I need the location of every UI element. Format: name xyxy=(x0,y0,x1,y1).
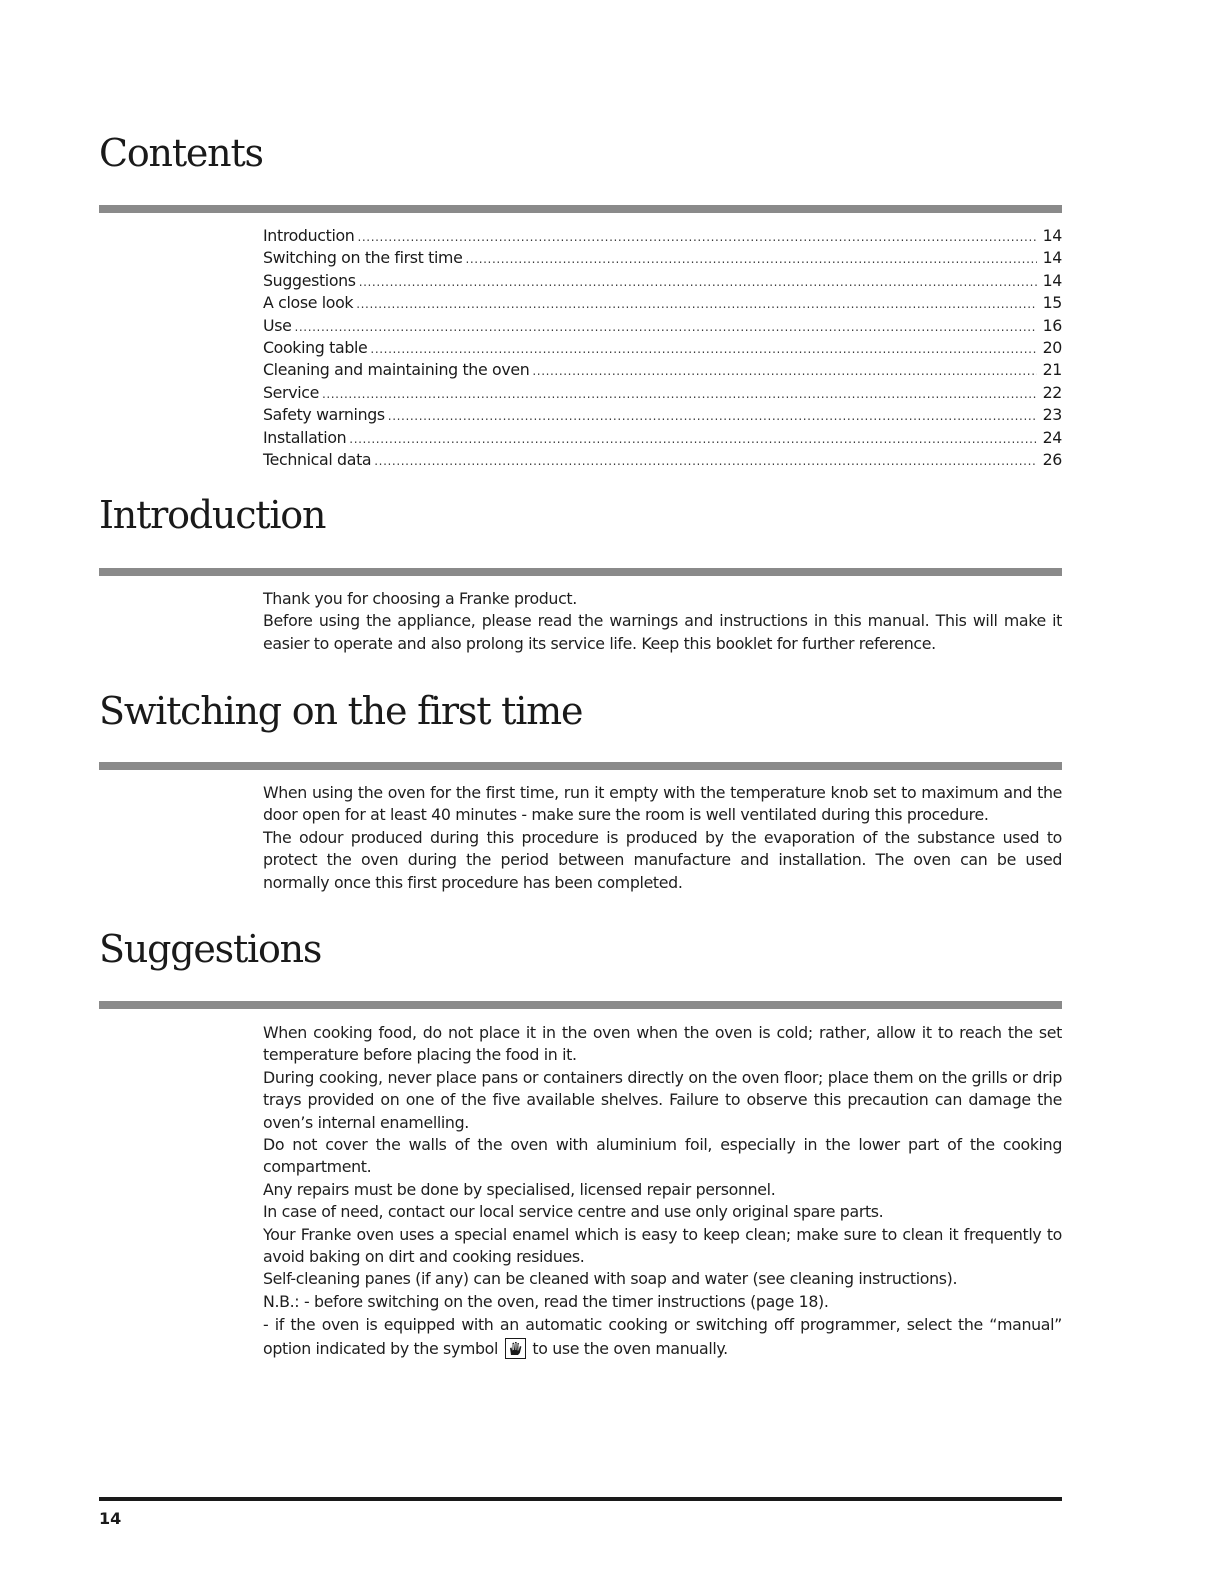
contents-section xyxy=(99,130,1062,469)
toc-row[interactable] xyxy=(263,427,1062,449)
toc-row[interactable] xyxy=(263,292,1062,314)
first-time-heading: Switching on the first time xyxy=(99,689,583,733)
toc-row[interactable] xyxy=(263,315,1062,337)
toc-leader xyxy=(294,316,1037,338)
toc-label: Cleaning and maintaining the oven xyxy=(263,360,530,380)
manual-hand-icon xyxy=(505,1338,526,1359)
toc-row[interactable] xyxy=(263,270,1062,292)
toc-leader xyxy=(465,248,1037,270)
toc-page: 14 xyxy=(1042,226,1062,245)
paragraph: When using the oven for the first time, run it empty with the temperature knob set to maximum and the door open for at least 40 minutes - make sure the room is well ventilated during this procedure. xyxy=(263,783,1062,825)
paragraph: Thank you for choosing a Franke product. xyxy=(263,589,577,608)
toc-leader xyxy=(370,338,1037,360)
toc-label: Suggestions xyxy=(263,270,356,290)
toc-label: Cooking table xyxy=(263,337,368,357)
toc-row[interactable] xyxy=(263,247,1062,269)
introduction-heading: Introduction xyxy=(99,493,326,537)
toc-label: Introduction xyxy=(263,226,355,245)
paragraph: The odour produced during this procedure is produced by the evaporation of the substance used to protect the oven during the period between manufacture and installation. The oven can be used normally once this first procedure has been completed. xyxy=(263,827,1062,892)
paragraph: Any repairs must be done by specialised, licensed repair personnel. xyxy=(263,1179,776,1199)
toc-leader xyxy=(374,450,1037,472)
contents-heading: Contents xyxy=(99,131,263,175)
toc-label: A close look xyxy=(263,293,354,313)
toc-label: Safety warnings xyxy=(263,405,385,425)
suggestions-section xyxy=(99,926,1062,1359)
toc-page: 20 xyxy=(1042,337,1062,357)
toc-leader xyxy=(357,226,1037,248)
toc-leader xyxy=(349,428,1037,450)
toc-leader xyxy=(359,271,1037,293)
introduction-rule xyxy=(99,568,1062,576)
manual-option-text-end: to use the oven manually. xyxy=(532,1339,728,1359)
footer-rule xyxy=(99,1497,1062,1501)
table-of-contents xyxy=(263,225,1062,471)
introduction-section xyxy=(99,492,1062,653)
toc-page: 14 xyxy=(1042,270,1062,290)
toc-row[interactable] xyxy=(263,359,1062,381)
toc-label: Technical data xyxy=(263,449,372,469)
toc-page: 24 xyxy=(1042,427,1062,447)
toc-leader xyxy=(356,293,1037,315)
paragraph: Your Franke oven uses a special enamel which is easy to keep clean; make sure to clean it frequently to avoid baking on dirt and cooking residues. xyxy=(263,1224,1062,1267)
first-time-section xyxy=(99,688,1062,892)
paragraph xyxy=(263,1313,1062,1361)
toc-page: 22 xyxy=(1042,382,1062,402)
toc-row[interactable] xyxy=(263,449,1062,471)
contents-rule xyxy=(99,205,1062,213)
toc-label: Use xyxy=(263,315,292,335)
suggestions-body xyxy=(263,1022,1062,1361)
suggestions-heading: Suggestions xyxy=(99,927,322,971)
paragraph: N.B.: - before switching on the oven, read the timer instructions (page 18). xyxy=(263,1291,829,1311)
toc-leader xyxy=(322,383,1037,405)
toc-label: Installation xyxy=(263,427,347,447)
toc-page: 26 xyxy=(1042,449,1062,469)
paragraph: Self-cleaning panes (if any) can be cleaned with soap and water (see cleaning instructions). xyxy=(263,1269,958,1289)
toc-page: 14 xyxy=(1042,248,1062,268)
toc-row[interactable] xyxy=(263,382,1062,404)
first-time-body xyxy=(263,782,1062,894)
suggestions-rule xyxy=(99,1001,1062,1009)
toc-page: 16 xyxy=(1042,315,1062,335)
introduction-body xyxy=(263,588,1062,655)
toc-page: 15 xyxy=(1042,293,1062,313)
toc-label: Switching on the first time xyxy=(263,248,463,268)
toc-page: 23 xyxy=(1042,405,1062,425)
paragraph: During cooking, never place pans or containers directly on the oven floor; place them on the grills or drip trays provided on one of the five available shelves. Failure to observe this precaution can damage the oven’s internal enamelling. xyxy=(263,1067,1062,1132)
paragraph: Before using the appliance, please read the warnings and instructions in this manual. This will make it easier to operate and also prolong its service life. Keep this booklet for further reference. xyxy=(263,611,1062,653)
toc-row[interactable] xyxy=(263,337,1062,359)
toc-leader xyxy=(532,360,1037,382)
toc-row[interactable] xyxy=(263,404,1062,426)
page-number: 14 xyxy=(99,1509,122,1528)
manual-option-text: - if the oven is equipped with an automatic cooking or switching off programmer, select the “manual” option indicated by the symbol xyxy=(263,1315,1062,1359)
paragraph: Do not cover the walls of the oven with aluminium foil, especially in the lower part of the cooking compartment. xyxy=(263,1135,1062,1177)
toc-label: Service xyxy=(263,382,319,402)
toc-row[interactable] xyxy=(263,225,1062,247)
paragraph: In case of need, contact our local service centre and use only original spare parts. xyxy=(263,1202,884,1222)
toc-leader xyxy=(388,405,1037,427)
toc-page: 21 xyxy=(1042,360,1062,380)
first-time-rule xyxy=(99,762,1062,770)
paragraph: When cooking food, do not place it in the oven when the oven is cold; rather, allow it to reach the set temperature before placing the food in it. xyxy=(263,1023,1062,1065)
